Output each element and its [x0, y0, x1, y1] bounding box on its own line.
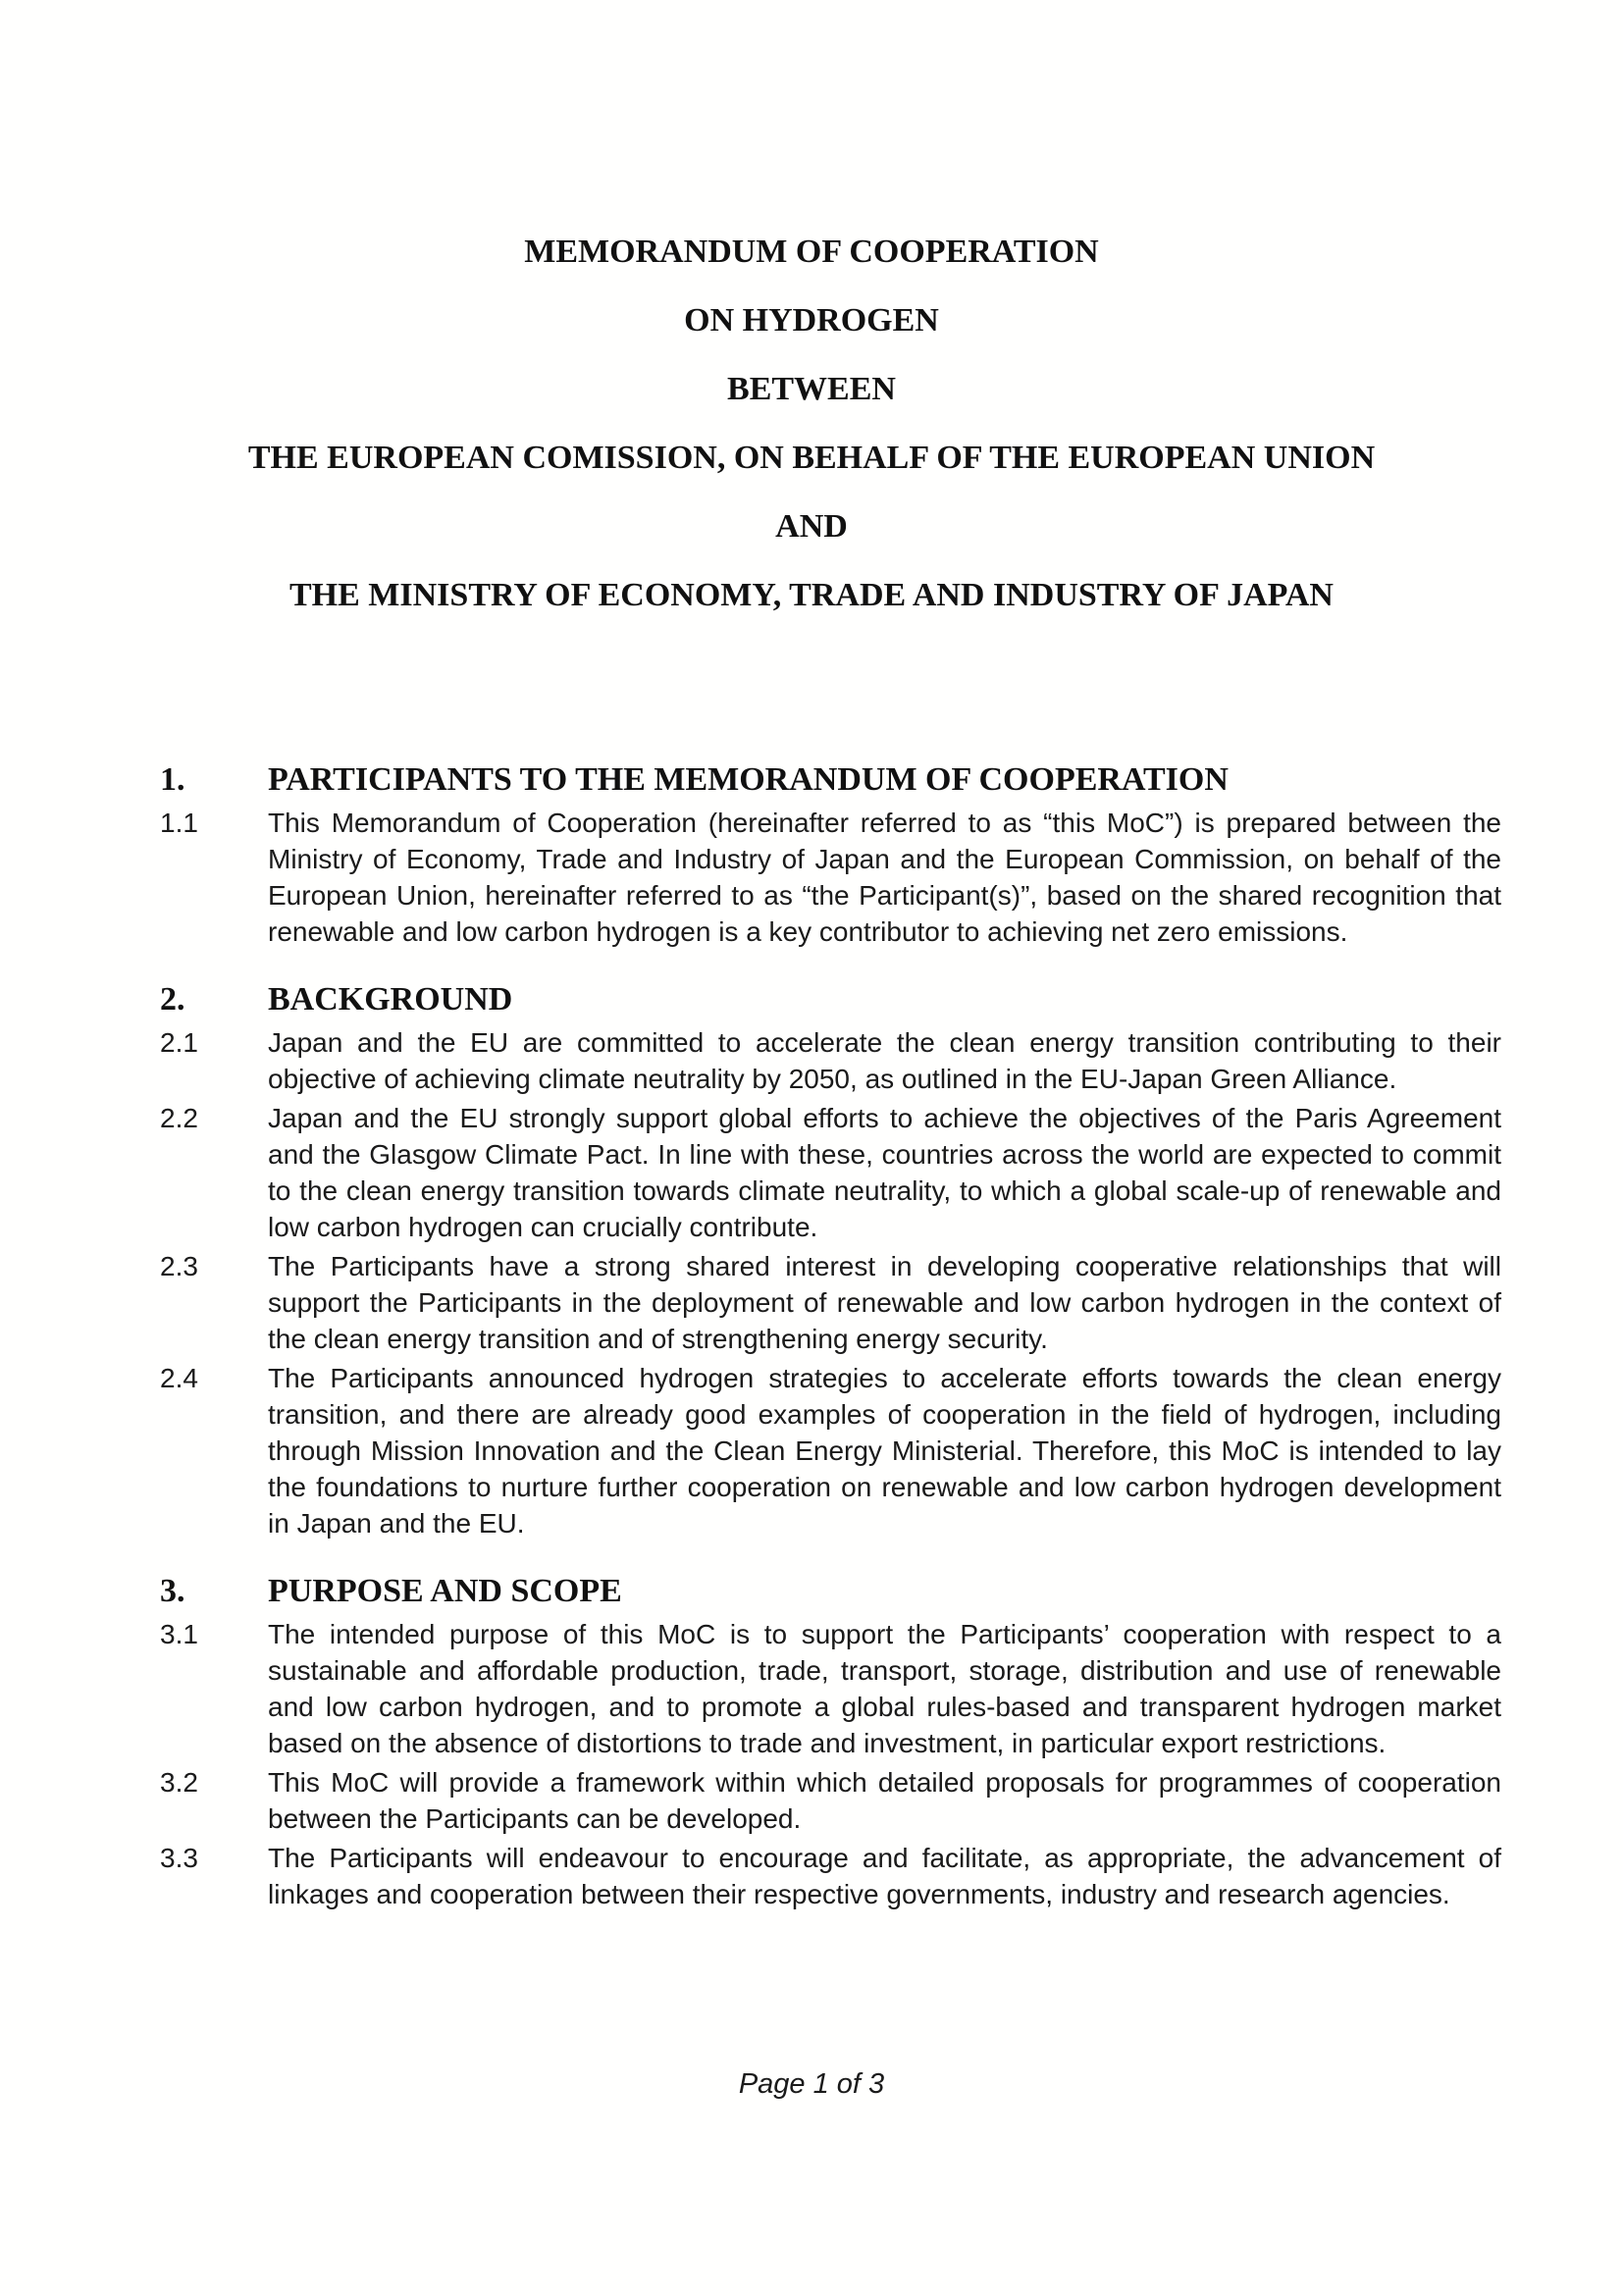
clause-2-3: [160, 1248, 1501, 1357]
document-title-block: [0, 0, 1623, 630]
clause-3-3-text: The Participants will endeavour to encourage and facilitate, as appropriate, the advancement of linkages and cooperation between their respective governments, industry and research agencies.: [268, 1843, 1501, 1909]
section-2-number: 2.: [160, 981, 185, 1018]
section-3-heading-row: [160, 1571, 1501, 1612]
clause-3-3-number: 3.3: [160, 1843, 198, 1873]
clause-2-4-text: The Participants announced hydrogen strategies to accelerate efforts towards the clean energy transition, and there are already good examples of cooperation in the field of hydrogen, including through Mission Innovation and the Clean Energy Ministerial. Therefore, this MoC is intended to lay the foundations to nurture further cooperation on renewable and low carbon hydrogen development in Japan and the EU.: [268, 1363, 1501, 1539]
clause-2-1-text: Japan and the EU are committed to accelerate the clean energy transition contributing to their objective of achieving climate neutrality by 2050, as outlined in the EU-Japan Green Alliance.: [268, 1027, 1501, 1094]
clause-3-1-number: 3.1: [160, 1619, 198, 1649]
document-body: [0, 759, 1623, 1912]
clause-2-4-number: 2.4: [160, 1363, 198, 1393]
clause-1-1-text: This Memorandum of Cooperation (hereinafter referred to as “this MoC”) is prepared between the Ministry of Economy, Trade and Industry of Japan and the European Commission, on behalf of the European Union, hereinafter referred to as “the Participant(s)”, based on the shared recognition that renewable and low carbon hydrogen is a key contributor to achieving net zero emissions.: [268, 808, 1501, 947]
clause-2-2-number: 2.2: [160, 1103, 198, 1133]
section-1-number: 1.: [160, 761, 185, 798]
clause-1-1-number: 1.1: [160, 808, 198, 838]
section-1-heading-row: [160, 759, 1501, 801]
section-3-number: 3.: [160, 1573, 185, 1609]
section-2-heading: BACKGROUND: [268, 981, 513, 1018]
page-number-label: Page 1 of 3: [738, 2068, 885, 2100]
clause-1-1: [160, 805, 1501, 950]
clause-3-2: [160, 1764, 1501, 1837]
clause-3-2-number: 3.2: [160, 1767, 198, 1798]
title-european-commission: THE EUROPEAN COMISSION, ON BEHALF OF THE EUROPEAN UNION: [247, 440, 1376, 476]
clause-2-2: [160, 1100, 1501, 1245]
section-3-heading: PURPOSE AND SCOPE: [268, 1573, 622, 1609]
section-3-purpose-and-scope: [160, 1571, 1501, 1912]
section-1-participants: [160, 759, 1501, 950]
section-2-heading-row: [160, 979, 1501, 1020]
clause-2-2-text: Japan and the EU strongly support global efforts to achieve the objectives of the Paris Agreement and the Glasgow Climate Pact. In line with these, countries across the world are expected to commit to the clean energy transition towards climate neutrality, to which a global scale-up of renewable and low carbon hydrogen can crucially contribute.: [268, 1103, 1501, 1242]
clause-2-3-number: 2.3: [160, 1251, 198, 1281]
title-ministry-of-japan: THE MINISTRY OF ECONOMY, TRADE AND INDUSTRY OF JAPAN: [289, 577, 1334, 613]
clause-2-1: [160, 1024, 1501, 1097]
clause-3-2-text: This MoC will provide a framework within which detailed proposals for programmes of cooperation between the Participants can be developed.: [268, 1767, 1501, 1834]
title-memorandum-of-cooperation: MEMORANDUM OF COOPERATION: [524, 234, 1099, 270]
section-2-background: [160, 979, 1501, 1541]
title-on-hydrogen: ON HYDROGEN: [684, 302, 939, 339]
clause-3-1: [160, 1616, 1501, 1761]
title-and: AND: [775, 508, 848, 545]
clause-3-1-text: The intended purpose of this MoC is to support the Participants’ cooperation with respect to a sustainable and affordable production, trade, transport, storage, distribution and use of renewable and low carbon hydrogen, and to promote a global rules-based and transparent hydrogen market based on the absence of distortions to trade and investment, in particular export restrictions.: [268, 1619, 1501, 1758]
section-1-heading: PARTICIPANTS TO THE MEMORANDUM OF COOPERATION: [268, 761, 1229, 798]
clause-2-4: [160, 1360, 1501, 1541]
title-between: BETWEEN: [727, 371, 896, 407]
clause-2-3-text: The Participants have a strong shared interest in developing cooperative relationships that will support the Participants in the deployment of renewable and low carbon hydrogen in the context of the clean energy transition and of strengthening energy security.: [268, 1251, 1501, 1354]
clause-3-3: [160, 1840, 1501, 1912]
clause-2-1-number: 2.1: [160, 1027, 198, 1058]
page-footer: [0, 2066, 1623, 2103]
